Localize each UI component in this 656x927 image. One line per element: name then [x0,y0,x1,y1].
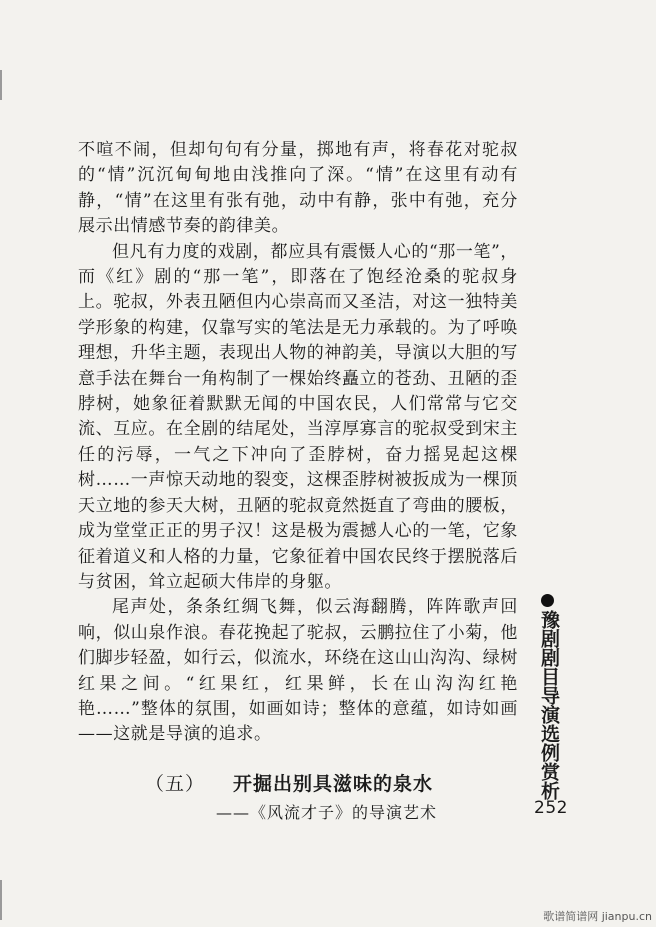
watermark: 歌谱简谱网 jianpu.cn [543,910,652,923]
paragraph-1: 不喧不闹，但却句句有分量，掷地有声，将春花对驼叔的“情”沉沉甸甸地由浅推向了深。“情”在这里有动有静，“情”在这里有张有弛，动中有静，张中有弛，充分展示出情感节奏的韵律美。 [78,140,518,237]
scan-edge-line [0,70,2,100]
section-number: （五） [145,773,206,795]
section-heading [145,769,433,796]
book-side-title: 豫剧剧目导演选例赏析 [538,610,560,800]
bullet-dot-icon [541,594,554,607]
section-subtitle: ——《风流才子》的导演艺术 [216,803,438,822]
scan-edge-line [0,880,2,920]
body-text [78,138,518,748]
section-title: 开掘出别具滋味的泉水 [233,773,434,795]
paragraph-2: 但凡有力度的戏剧，都应具有震慑人心的“那一笔”，而《红》剧的“那一笔”，即落在了饱经沧桑的驼叔身上。驼叔，外表丑陋但内心崇高而又圣洁，对这一独特美学形象的构建，仅靠写实的笔法是无力承载的。为了呼唤理想，升华主题，表现出人物的神韵美，导演以大胆的写意手法在舞台一角构制了一棵始终矗立的苍劲、丑陋的歪脖树，她象征着默默无闻的中国农民，人们常常与它交流、互应。在全剧的结尾处，当淳厚寡言的驼叔受到宋主任的污辱，一气之下冲向了歪脖树，奋力摇晃起这棵树……一声惊天动地的裂变，这棵歪脖树被扳成为一棵顶天立地的参天大树，丑陋的驼叔竟然挺直了弯曲的腰板，成为堂堂正正的男子汉！这是极为震撼人心的一笔，它象征着道义和人格的力量，它象征着中国农民终于摆脱落后与贫困，耸立起硕大伟岸的身躯。 [78,241,518,592]
page-number: 252 [534,798,568,818]
paragraph-3: 尾声处，条条红绸飞舞，似云海翻腾，阵阵歌声回响，似山泉作浪。春花挽起了驼叔，云鹏拉住了小菊，他们脚步轻盈，如行云，似流水，环绕在这山山沟沟、绿树红果之间。“红果红，红果鲜，长在山沟沟红艳艳……”整体的氛围，如画如诗；整体的意蕴，如诗如画——这就是导演的追求。 [78,597,518,745]
